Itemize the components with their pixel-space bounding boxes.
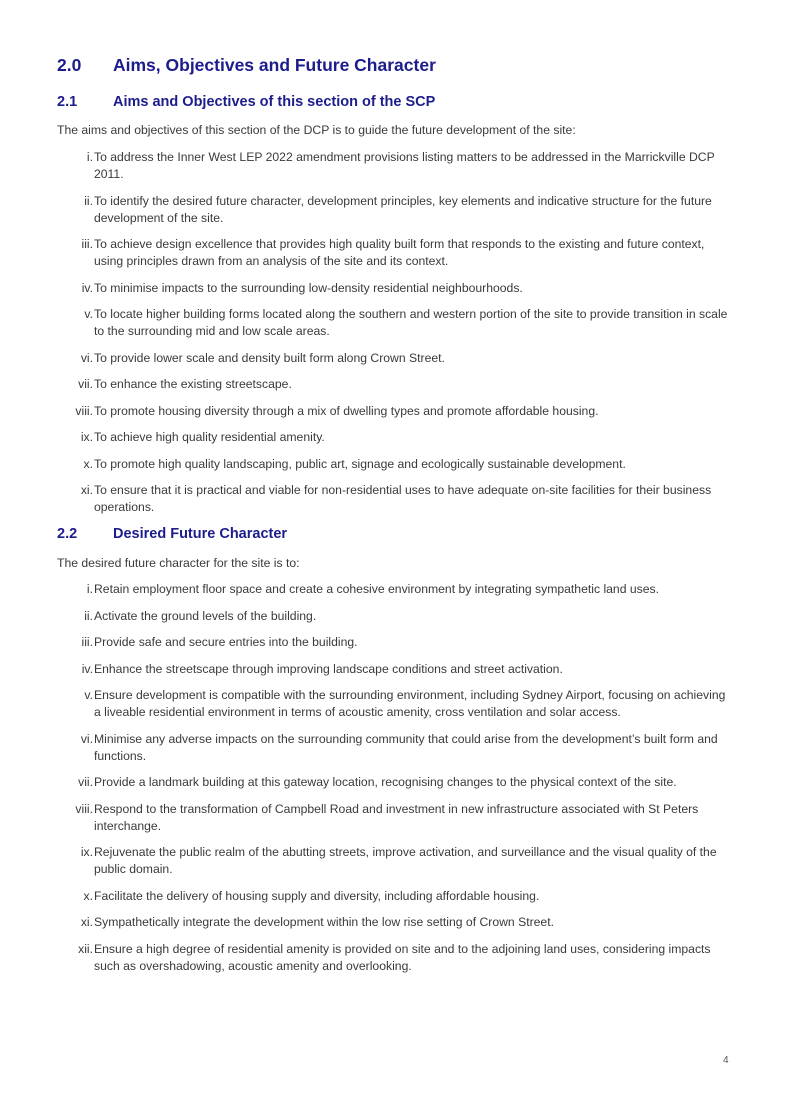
- list-item: [57, 149, 729, 183]
- list-text: Ensure development is compatible with the surrounding environment, including Sydney Airport, focusing on achieving a liveable residential environment in terms of acoustic amenity, cross ventilation and solar access.: [94, 688, 726, 719]
- list-text: To identify the desired future character, development principles, key elements and indicative structure for the future development of the site.: [94, 193, 712, 225]
- list-item: [57, 941, 729, 975]
- aims-title: Aims and Objectives of this section of the SCP: [113, 94, 436, 110]
- list-text: Minimise any adverse impacts on the surrounding community that could arise from the development’s built form and functions.: [94, 731, 718, 763]
- list-item: [57, 608, 729, 625]
- list-item: [57, 280, 729, 297]
- list-item: [57, 687, 729, 721]
- list-item: [57, 581, 729, 598]
- list-item: [57, 456, 729, 473]
- list-item: [57, 801, 729, 835]
- list-marker: v.: [84, 307, 93, 321]
- list-marker: i.: [86, 150, 93, 164]
- list-text: To promote high quality landscaping, public art, signage and ecologically sustainable development.: [94, 456, 626, 471]
- list-item: [57, 914, 729, 931]
- list-text: Rejuvenate the public realm of the abutting streets, improve activation, and surveillance and the visual quality of the public domain.: [94, 845, 717, 876]
- list-item: [57, 306, 729, 340]
- aims-intro: The aims and objectives of this section of the DCP is to guide the future development of the site:: [57, 123, 576, 137]
- list-text: Retain employment floor space and create a cohesive environment by integrating sympathetic land uses.: [94, 582, 659, 596]
- list-text: To achieve design excellence that provides high quality built form that responds to the existing and future context, using principles drawn from an analysis of the site and its context.: [94, 237, 705, 268]
- list-marker: xi.: [80, 483, 93, 497]
- list-marker: ii.: [84, 608, 93, 623]
- list-marker: vi.: [80, 350, 93, 365]
- list-text: Activate the ground levels of the building.: [94, 608, 317, 623]
- list-text: Ensure a high degree of residential amenity is provided on site and to the adjoining land uses, considering impacts such as overshadowing, acoustic amenity and overlooking.: [94, 941, 711, 973]
- list-marker: xi.: [80, 915, 93, 929]
- list-text: To locate higher building forms located along the southern and western portion of the site to provide transition in scale to the surrounding mid and low scale areas.: [94, 307, 728, 338]
- character-heading: [57, 526, 287, 542]
- list-item: [57, 236, 729, 270]
- list-item: [57, 350, 729, 367]
- list-text: To achieve high quality residential amenity.: [94, 430, 325, 444]
- list-text: Respond to the transformation of Campbell Road and investment in new infrastructure associated with St Peters interchange.: [94, 801, 699, 833]
- page-number: 4: [723, 1055, 729, 1066]
- list-marker: vii.: [78, 377, 93, 391]
- list-item: [57, 844, 729, 878]
- character-list: [57, 581, 729, 984]
- list-text: Provide safe and secure entries into the building.: [94, 635, 358, 649]
- list-text: To ensure that it is practical and viable for non-residential uses to have adequate on-site facilities for their business operations.: [94, 483, 712, 514]
- section-number: 2.0: [57, 55, 82, 75]
- list-item: [57, 661, 729, 678]
- list-item: [57, 403, 729, 420]
- aims-number: 2.1: [57, 94, 78, 110]
- list-item: [57, 482, 729, 516]
- list-text: Enhance the streetscape through improving landscape conditions and street activation.: [94, 661, 563, 676]
- list-marker: v.: [84, 688, 93, 702]
- character-intro: The desired future character for the site is to:: [57, 556, 300, 570]
- list-text: To address the Inner West LEP 2022 amendment provisions listing matters to be addressed in the Marrickville DCP 2011.: [94, 150, 715, 181]
- list-marker: ix.: [80, 430, 93, 444]
- list-item: [57, 193, 729, 227]
- list-marker: iii.: [81, 635, 93, 649]
- list-text: To minimise impacts to the surrounding low-density residential neighbourhoods.: [94, 280, 523, 295]
- list-item: [57, 429, 729, 446]
- list-text: To promote housing diversity through a mix of dwelling types and promote affordable housing.: [94, 403, 599, 418]
- list-item: [57, 376, 729, 393]
- list-marker: ix.: [80, 845, 93, 859]
- list-marker: x.: [83, 888, 93, 903]
- list-text: Facilitate the delivery of housing supply and diversity, including affordable housing.: [94, 888, 540, 903]
- list-marker: ii.: [84, 193, 93, 208]
- list-marker: iii.: [81, 237, 93, 251]
- character-number: 2.2: [57, 526, 78, 542]
- list-marker: vii.: [78, 775, 93, 789]
- aims-heading: [57, 94, 435, 110]
- list-text: To enhance the existing streetscape.: [94, 377, 292, 391]
- list-item: [57, 888, 729, 905]
- list-text: Sympathetically integrate the development within the low rise setting of Crown Street.: [94, 915, 554, 929]
- list-marker: i.: [86, 582, 93, 596]
- section-title: Aims, Objectives and Future Character: [113, 55, 436, 75]
- list-text: Provide a landmark building at this gateway location, recognising changes to the physical context of the site.: [94, 775, 677, 789]
- list-marker: viii.: [75, 403, 93, 418]
- list-marker: iv.: [81, 661, 93, 676]
- list-marker: iv.: [81, 280, 93, 295]
- section-heading: [57, 55, 436, 76]
- list-marker: x.: [83, 456, 93, 471]
- list-marker: vi.: [80, 731, 93, 746]
- list-text: To provide lower scale and density built form along Crown Street.: [94, 350, 445, 365]
- list-item: [57, 774, 729, 791]
- aims-list: [57, 149, 729, 526]
- list-marker: xii.: [78, 941, 93, 956]
- character-title: Desired Future Character: [113, 526, 288, 542]
- list-marker: viii.: [75, 801, 93, 816]
- list-item: [57, 634, 729, 651]
- list-item: [57, 731, 729, 765]
